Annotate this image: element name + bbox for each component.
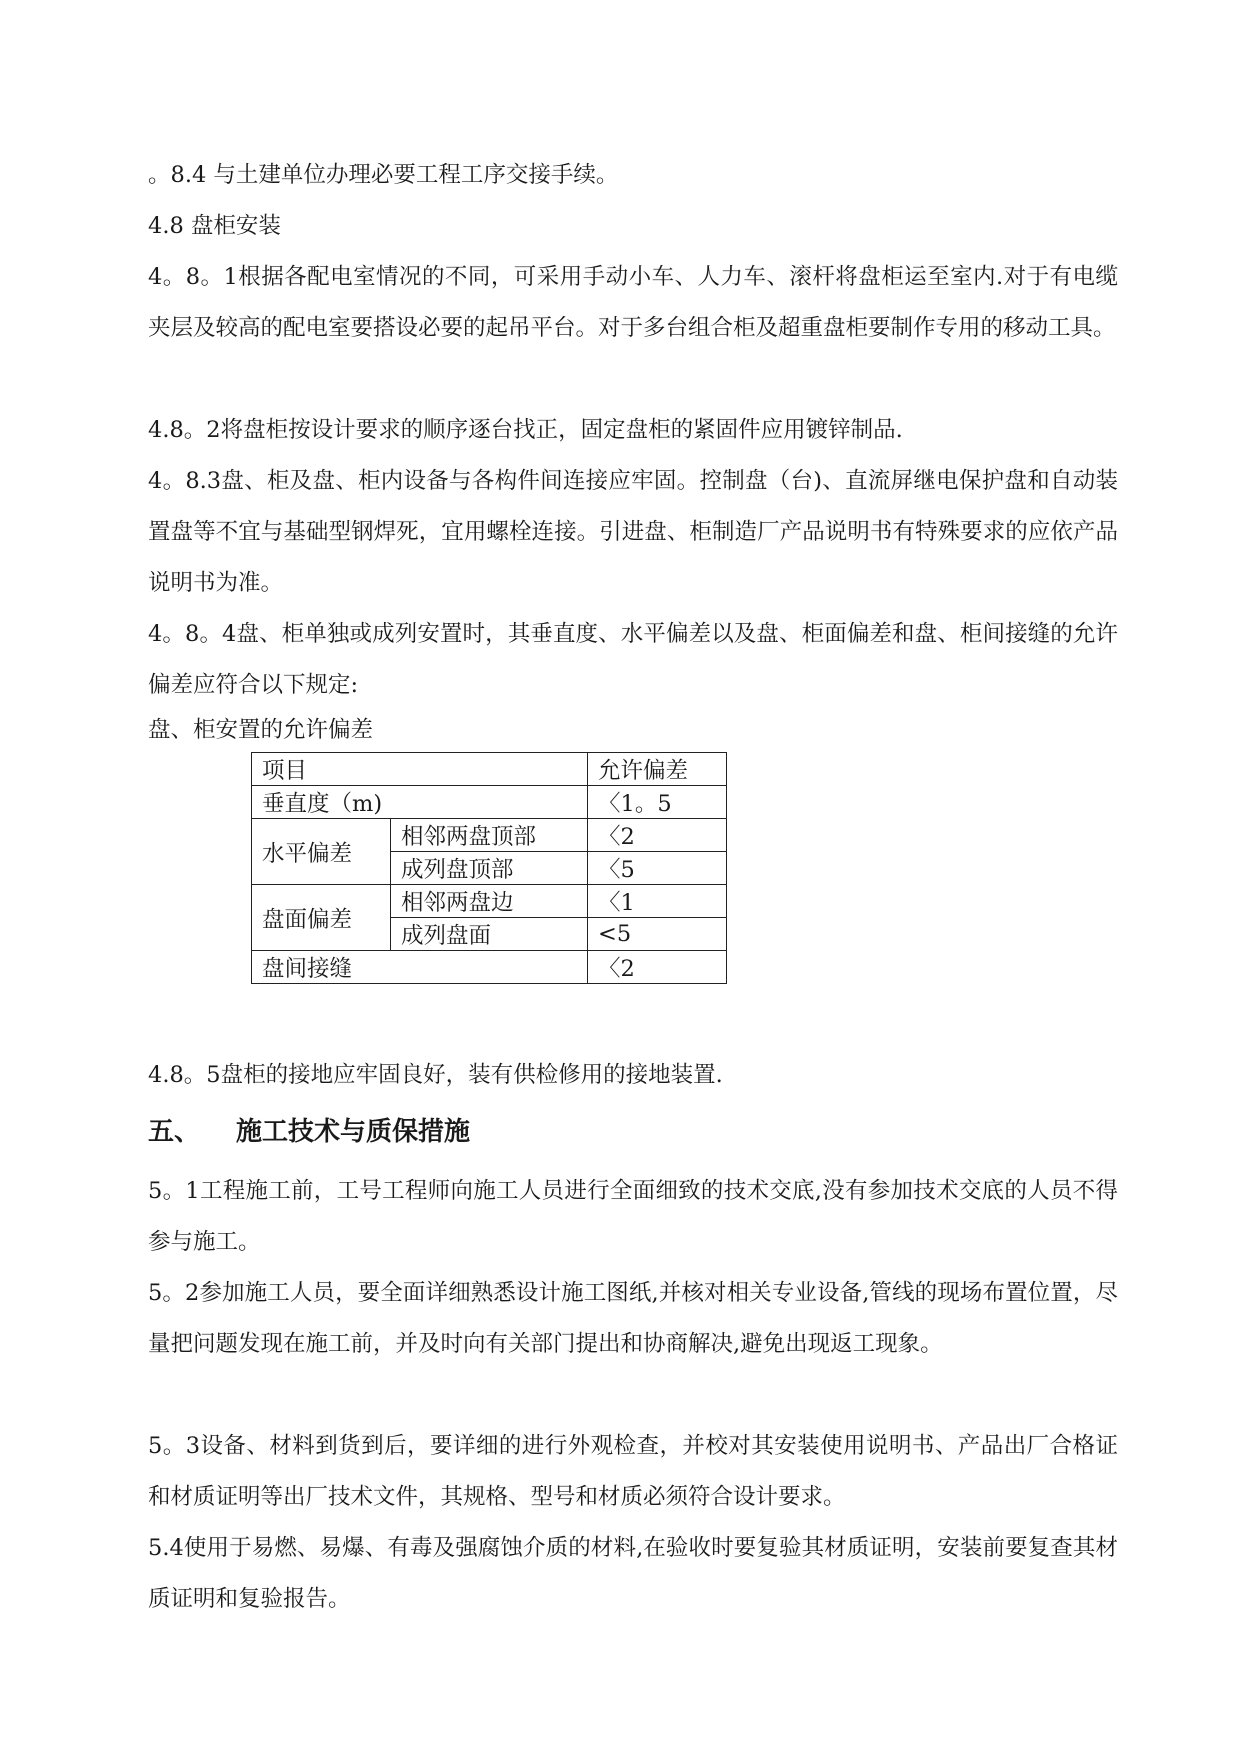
paragraph-4-8-4: 4。8。4盘、柜单独或成列安置时，其垂直度、水平偏差以及盘、柜面偏差和盘、柜间接缝的允许偏差应符合以下规定:	[148, 621, 1118, 698]
table-cell-horizontal-row-value: 〈5	[588, 852, 727, 885]
table-row	[252, 951, 727, 984]
paragraph-4-8-3: 4。8.3盘、柜及盘、柜内设备与各构件间连接应牢固。控制盘（台)、直流屏继电保护盘和自动装置盘等不宜与基础型钢焊死，宜用螺栓连接。引进盘、柜制造厂产品说明书有特殊要求的应依产品说明书为准。	[148, 468, 1118, 596]
table-cell-surface-adjacent: 相邻两盘边	[391, 885, 588, 918]
table-cell-horizontal: 水平偏差	[252, 819, 391, 885]
paragraph-4-8-1: 4。8。1根据各配电室情况的不同，可采用手动小车、人力车、滚杆将盘柜运至室内.对于有电缆夹层及较高的配电室要搭设必要的起吊平台。对于多台组合柜及超重盘柜要制作专用的移动工具。	[148, 264, 1118, 341]
table-cell-surface: 盘面偏差	[252, 885, 391, 951]
paragraph-4-8-2: 4.8。2将盘柜按设计要求的顺序逐台找正，固定盘柜的紧固件应用镀锌制品.	[148, 417, 903, 443]
paragraph-4-8-5: 4.8。5盘柜的接地应牢固良好，装有供检修用的接地装置.	[148, 1062, 723, 1088]
table-cell-verticality-value: 〈1。5	[588, 786, 727, 819]
table-row	[252, 885, 727, 918]
paragraph-5-4: 5.4使用于易燃、易爆、有毒及强腐蚀介质的材料,在验收时要复验其材质证明，安装前要复查其材质证明和复验报告。	[148, 1535, 1118, 1612]
table-row	[252, 753, 727, 786]
table-cell-joint-value: 〈2	[588, 951, 727, 984]
table-row	[252, 786, 727, 819]
tolerance-table	[251, 752, 727, 984]
table-header-item: 项目	[252, 753, 588, 786]
table-header-tolerance: 允许偏差	[588, 753, 727, 786]
table-row	[252, 819, 727, 852]
table-cell-surface-row: 成列盘面	[391, 918, 588, 951]
paragraph-5-2: 5。2参加施工人员，要全面详细熟悉设计施工图纸,并核对相关专业设备,管线的现场布置位置，尽量把问题发现在施工前，并及时向有关部门提出和协商解决,避免出现返工现象。	[148, 1280, 1118, 1357]
paragraph-5-1: 5。1工程施工前，工号工程师向施工人员进行全面细致的技术交底,没有参加技术交底的人员不得参与施工。	[148, 1178, 1118, 1255]
table-cell-horizontal-adjacent-value: 〈2	[588, 819, 727, 852]
table-caption: 盘、柜安置的允许偏差	[148, 717, 374, 743]
table-cell-horizontal-adjacent: 相邻两盘顶部	[391, 819, 588, 852]
table-cell-surface-adjacent-value: 〈1	[588, 885, 727, 918]
section-number: 五、	[148, 1117, 201, 1147]
section-title: 施工技术与质保措施	[236, 1117, 471, 1147]
subsection-title-4-8: 4.8 盘柜安装	[148, 213, 281, 239]
paragraph-5-3: 5。3设备、材料到货到后，要详细的进行外观检查，并校对其安装使用说明书、产品出厂合格证和材质证明等出厂技术文件，其规格、型号和材质必须符合设计要求。	[148, 1433, 1118, 1510]
table-cell-surface-row-value: <5	[588, 918, 727, 951]
paragraph-4-8-4-handover: 。8.4 与土建单位办理必要工程工序交接手续。	[148, 162, 619, 188]
table-cell-joint: 盘间接缝	[252, 951, 588, 984]
table-cell-verticality: 垂直度（m)	[252, 786, 588, 819]
section-heading	[148, 1110, 470, 1154]
table-cell-horizontal-row: 成列盘顶部	[391, 852, 588, 885]
